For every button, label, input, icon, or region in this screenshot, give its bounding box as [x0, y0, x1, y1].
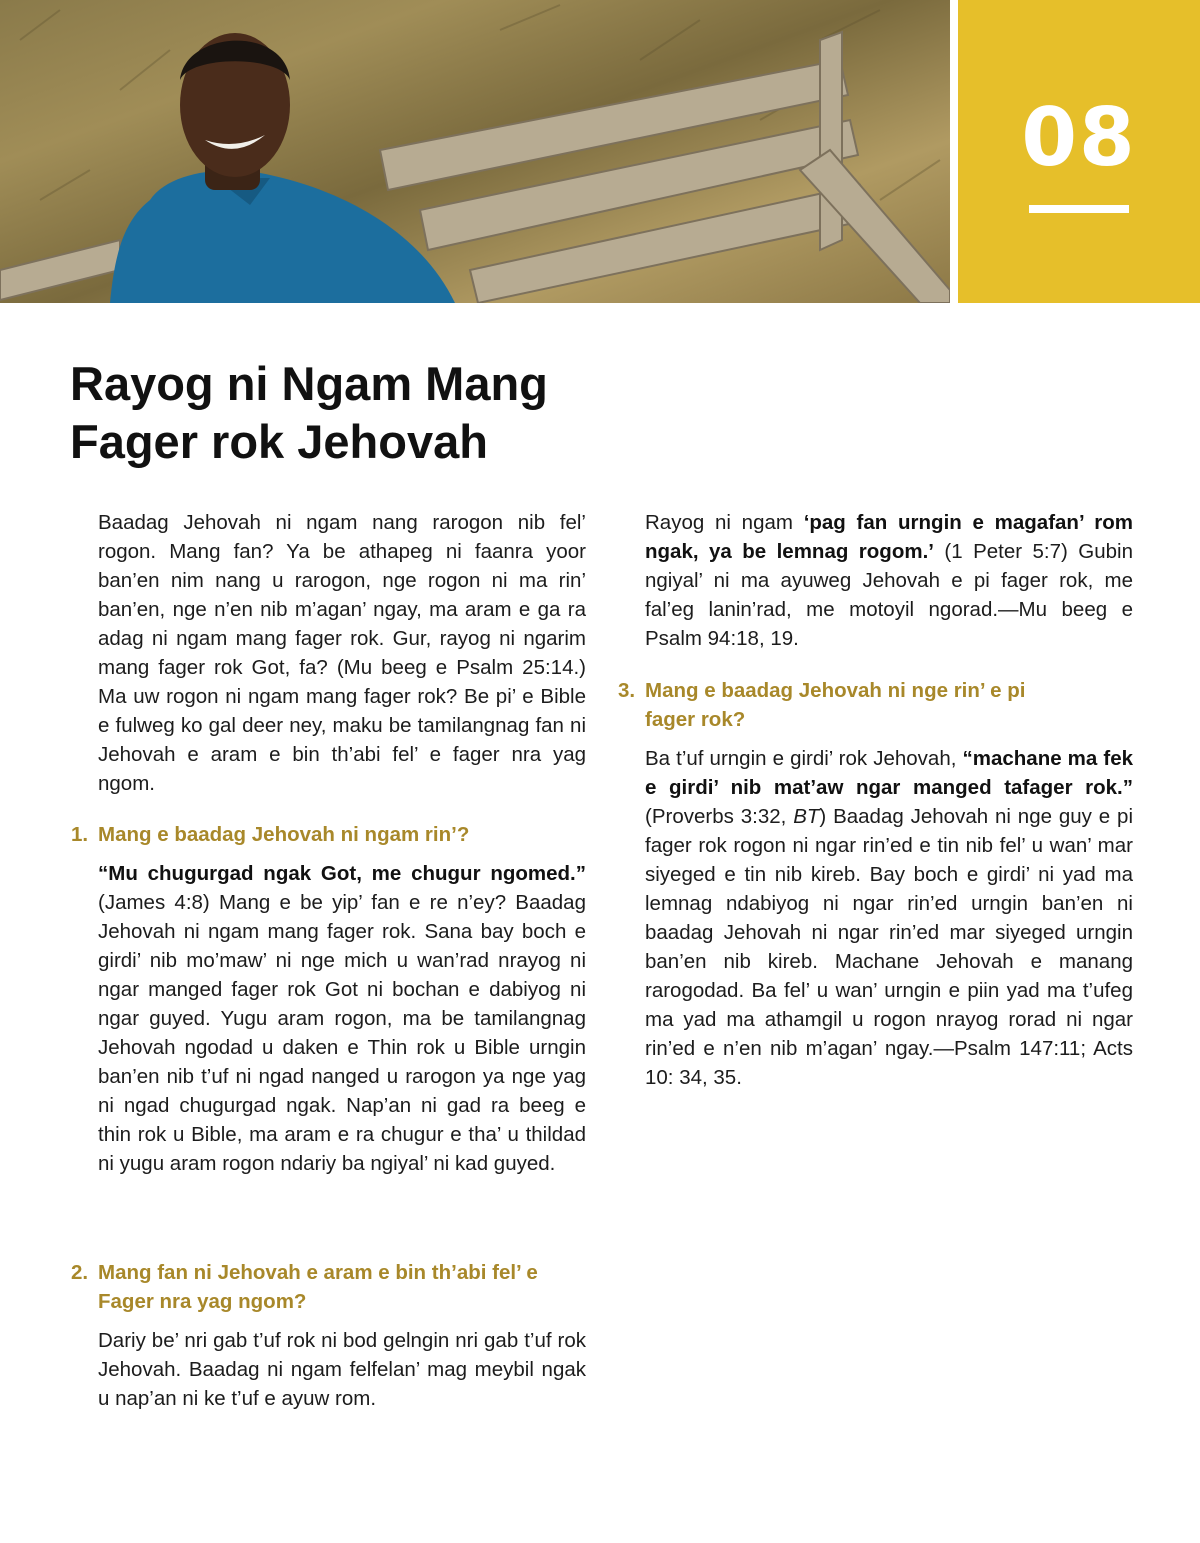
answer-2-cont-pre: Rayog ni ngam [645, 511, 804, 534]
question-2-line-1: Mang fan ni Jehovah e aram e bin th’abi fel’ e [98, 1261, 538, 1284]
question-1 [71, 820, 586, 849]
answer-3 [645, 744, 1133, 1092]
question-2-line-2: Fager nra yag ngom? [98, 1290, 307, 1313]
right-column [618, 508, 1134, 1092]
lesson-number-underline [1029, 205, 1129, 213]
lesson-number-block [958, 0, 1200, 303]
answer-1-body: (James 4:8) Mang e be yip’ fan e re n’ey? Baadag Jehovah ni ngam mang fager rok. Sana bay boch e girdi’ nib mo’maw’ ni nge mich u wan’rad nrayog ni ngar manged fager rok Got ni bochan e dabiyog ni ngar guyed. Yugu aram rogon, ma be tamilangnag Jehovah ngodad u daken e Thin rok u Bible urngin ban’en nib t’uf ni ngad nanged u rarogon ya nge yag ni ngad chugurgad ngak. Nap’an ni gad ra beeg e thin rok u Bible, ma aram e ra chugur e tha’ u thildad ni yugu aram rogon ndariy ba ngiyal’ ni kad guyed. [98, 891, 586, 1175]
person [110, 170, 455, 303]
hero-illustration [0, 0, 950, 303]
question-3-line-2: fager rok? [645, 708, 746, 731]
page-title [70, 355, 670, 471]
answer-3-pre: Ba t’uf urngin e girdi’ rok Jehovah, [645, 747, 963, 770]
title-line-2: Fager rok Jehovah [70, 415, 488, 468]
left-column [71, 508, 586, 1413]
answer-3-quote: “machane ma fek e girdi’ nib mat’aw ngar manged tafager rok.” [645, 747, 1133, 799]
question-2-number: 2. [71, 1261, 89, 1284]
question-3 [618, 676, 1133, 734]
question-1-number: 1. [71, 823, 89, 846]
question-3-number: 3. [618, 679, 636, 702]
hero-photo [0, 0, 950, 303]
answer-3-ref-italic: BT [793, 805, 820, 828]
answer-3-ref: (Proverbs 3:32, [645, 805, 794, 828]
answer-2-quote: ‘pag fan urngin e magafan’ rom ngak, ya be lemnag rogom.’ [645, 511, 1133, 563]
answer-2-continued [645, 508, 1133, 653]
answer-3-body: ) Baadag Jehovah ni nge guy e pi fager rok rogon ni ngar rin’ed e tin nib fel’ u wan’ mar siyeged e tin nib kireb. Bay boch e girdi’ ni yad ma lemnag ndabiyog ni ngar rin’ed urngin ban’en ni baadag Jehovah ni ngar rin’ed mar siyeged urngin ban’en nib kireb. Machane Jehovah e manang rarogodad. Ba fel’ u wan’ urngin e piin yad ma t’ufeg ma yad ma athamgil u rogon nrayog rorad ni ngar rin’ed e n’en nib m’agan’ ngay.—Psalm 147:11; Acts 10: 34, 35. [645, 805, 1134, 1089]
answer-2-cont-post: (1 Peter 5:7) Gubin ngiyal’ ni ma ayuweg Jehovah e pi fager rok, me fal’eg lanin’rad, me motoyil ngorad.—Mu beeg e Psalm 94:18, 19. [645, 540, 1133, 650]
question-2 [71, 1258, 586, 1316]
question-1-text: Mang e baadag Jehovah ni ngam rin’? [98, 823, 470, 846]
lesson-number: 08 [1021, 91, 1137, 184]
answer-2-start: Dariy be’ nri gab t’uf rok ni bod gelngin nri gab t’uf rok Jehovah. Baadag ni ngam felfelan’ mag meybil ngak u nap’an ni ke t’uf e ayuw rom. [98, 1329, 586, 1410]
title-line-1: Rayog ni Ngam Mang [70, 357, 548, 410]
answer-1 [98, 859, 586, 1236]
answer-1-quote: “Mu chugurgad ngak Got, me chugur ngomed.” [98, 862, 586, 885]
question-3-line-1: Mang e baadag Jehovah ni nge rin’ e pi [645, 679, 1026, 702]
intro-paragraph: Baadag Jehovah ni ngam nang rarogon nib fel’ rogon. Mang fan? Ya be athapeg ni faanra yoor ban’en nim nang u rarogon, nge rogon ni ma rin’ ban’en, nge n’en nib m’agan’ ngay, ma aram e ga ra adag ni ngam mang fager rok. Gur, rayog ni ngarim mang fager rok Got, fa? (Mu beeg e Psalm 25:14.) Ma uw rogon ni ngam mang fager rok? Be pi’ e Bible e fulweg ko gal deer ney, maku be tamilangnag fan ni Jehovah e aram e bin th’abi fel’ e fager nra yag ngom. [98, 511, 586, 795]
